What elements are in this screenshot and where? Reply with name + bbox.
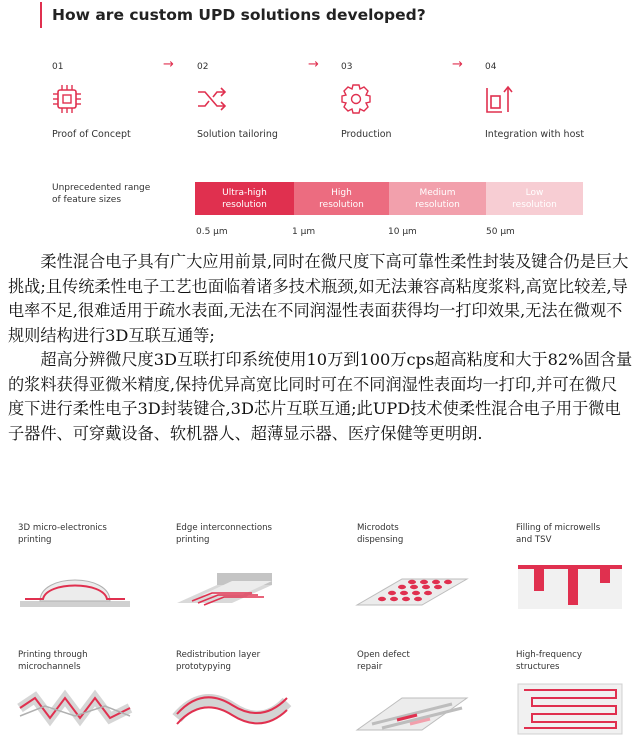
resolution-segment-high: High resolution — [294, 182, 389, 215]
chip-icon — [50, 82, 84, 116]
3d-microelectronics-illustration — [15, 555, 135, 615]
open-defect-illustration — [352, 678, 472, 738]
app-title-microwells: Filling of microwells and TSV — [516, 523, 601, 545]
step-3-number: 03 — [341, 62, 353, 72]
step-4-number: 04 — [485, 62, 497, 72]
resolution-segment-low: Low resolution — [486, 182, 583, 215]
app-title-redistribution-layer: Redistribution layer prototypying — [176, 650, 261, 672]
feature-range-label: Unprecedented range of feature sizes — [52, 183, 151, 205]
step-1-number: 01 — [52, 62, 64, 72]
gear-icon — [339, 82, 373, 116]
arrow-right-icon: → — [163, 57, 174, 72]
step-2-label: Solution tailoring — [197, 129, 278, 140]
resolution-segment-ultra-high: Ultra-high resolution — [195, 182, 294, 215]
tick-label: 0.5 μm — [196, 227, 228, 237]
edge-interconnections-illustration — [172, 555, 292, 615]
step-2-number: 02 — [197, 62, 209, 72]
arrow-right-icon: → — [308, 57, 319, 72]
page-title: How are custom UPD solutions developed? — [52, 6, 426, 24]
header-accent-bar — [40, 2, 42, 28]
app-title-3d-microelectronics: 3D micro-electronics printing — [18, 523, 107, 545]
high-frequency-illustration — [510, 678, 630, 738]
app-title-open-defect: Open defect repair — [357, 650, 410, 672]
step-3-label: Production — [341, 129, 392, 140]
paragraph-2: 超高分辨微尺度3D互联打印系统使用10万到100万cps超高粘度和大于82%固含量的浆料获得亚微米精度,保持优异高宽比同时可在不同润湿性表面均一打印,并可在微尺度下进行柔性电子3D封装键合,3D芯片互联互通;此UPD技术使柔性混合电子用于微电子器件、可穿戴设备、软机器人、超薄显示器、医疗保健等更明朗. — [8, 350, 633, 443]
shuffle-icon — [195, 82, 229, 116]
body-text — [8, 250, 633, 446]
integration-icon — [484, 82, 518, 116]
step-4-label: Integration with host — [485, 129, 585, 140]
redistribution-layer-illustration — [172, 678, 292, 738]
tick-label: 50 μm — [486, 227, 515, 237]
arrow-right-icon: → — [452, 57, 463, 72]
app-title-microchannels: Printing through microchannels — [18, 650, 88, 672]
resolution-segment-medium: Medium resolution — [389, 182, 486, 215]
tick-label: 1 μm — [292, 227, 316, 237]
paragraph-1: 柔性混合电子具有广大应用前景,同时在微尺度下高可靠性柔性封装及键合仍是巨大挑战;且传统柔性电子工艺也面临着诸多技术瓶颈,如无法兼容高粘度浆料,高宽比较差,导电率不足,很难适用于疏水表面,无法在不同润湿性表面获得均一打印效果,无法在微观不规则结构进行3D互联互通等; — [8, 252, 629, 345]
app-title-microdots: Microdots dispensing — [357, 523, 404, 545]
microwells-illustration — [510, 555, 630, 615]
microchannels-illustration — [15, 678, 135, 738]
app-title-edge-interconnections: Edge interconnections printing — [176, 523, 273, 545]
microdots-illustration — [352, 555, 472, 615]
tick-label: 10 μm — [388, 227, 417, 237]
app-title-high-frequency: High-frequency structures — [516, 650, 582, 672]
step-1-label: Proof of Concept — [52, 129, 131, 140]
